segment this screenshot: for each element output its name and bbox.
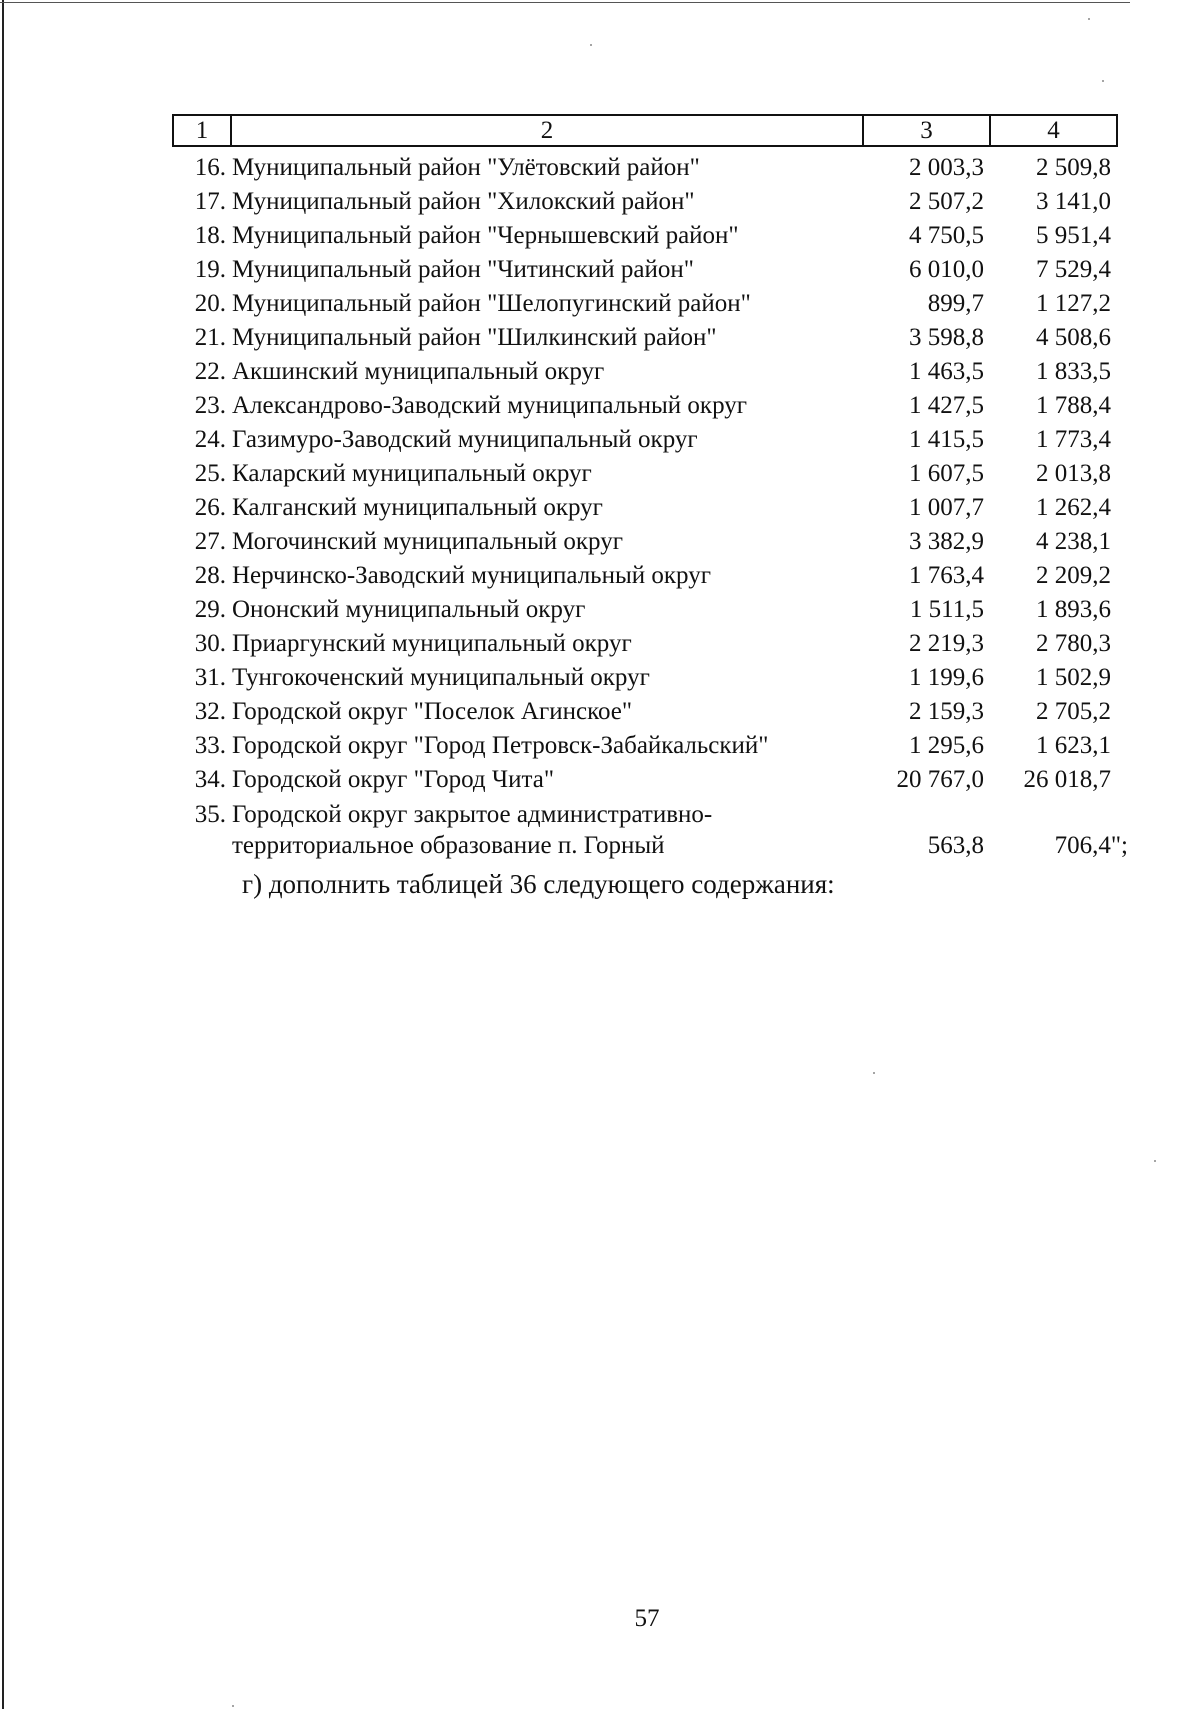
row-value-col4: 5 951,4 xyxy=(1036,222,1111,249)
row-number: 24. xyxy=(194,426,226,453)
row-number: 23. xyxy=(194,392,226,419)
row-value-col4: 1 788,4 xyxy=(1036,392,1111,419)
row-value-col3: 6 010,0 xyxy=(909,256,984,283)
row-value-col3: 1 199,6 xyxy=(909,664,984,691)
table-row xyxy=(0,661,1200,695)
row-value-col3: 3 382,9 xyxy=(909,528,984,555)
table-row xyxy=(0,593,1200,627)
row-number: 16. xyxy=(194,154,226,181)
row-value-col3: 1 463,5 xyxy=(909,358,984,385)
scan-speck xyxy=(590,44,592,46)
row-name-line2: территориальное образование п. Горный xyxy=(232,832,665,859)
row-name: Муниципальный район "Шилкинский район" xyxy=(232,324,717,351)
column-header-4: 4 xyxy=(990,115,1117,146)
table-row xyxy=(0,423,1200,457)
row-number: 21. xyxy=(194,324,226,351)
row-name: Александрово-Заводский муниципальный округ xyxy=(232,392,747,419)
row-value-col3: 2 219,3 xyxy=(909,630,984,657)
table-row xyxy=(0,355,1200,389)
row-number: 30. xyxy=(194,630,226,657)
row-name: Муниципальный район "Улётовский район" xyxy=(232,154,700,181)
row-value-col4: 1 262,4 xyxy=(1036,494,1111,521)
row-number: 28. xyxy=(194,562,226,589)
table-row xyxy=(0,559,1200,593)
row-value-col4: 1 773,4 xyxy=(1036,426,1111,453)
page-number: 57 xyxy=(634,1605,660,1632)
row-value-col3: 899,7 xyxy=(927,290,984,317)
row-name: Городской округ "Город Чита" xyxy=(232,766,555,793)
row-number: 20. xyxy=(194,290,226,317)
row-number: 26. xyxy=(194,494,226,521)
row-value-col3: 1 295,6 xyxy=(909,732,984,759)
row-name: Газимуро-Заводский муниципальный округ xyxy=(232,426,698,453)
row-value-col4: 3 141,0 xyxy=(1036,188,1111,215)
row-value-col3: 2 003,3 xyxy=(909,154,984,181)
row-number: 35. xyxy=(194,801,226,828)
row-number: 27. xyxy=(194,528,226,555)
table-row xyxy=(0,457,1200,491)
scan-speck xyxy=(232,1705,234,1707)
row-number: 19. xyxy=(194,256,226,283)
table-row xyxy=(0,491,1200,525)
table-row xyxy=(0,525,1200,559)
row-name: Нерчинско-Заводский муниципальный округ xyxy=(232,562,711,589)
column-header-3: 3 xyxy=(863,115,990,146)
row-value-col4: 1 833,5 xyxy=(1036,358,1111,385)
row-value-col4: 2 509,8 xyxy=(1036,154,1111,181)
row-value-col3: 3 598,8 xyxy=(909,324,984,351)
column-header-row xyxy=(173,115,1117,146)
table-row xyxy=(0,151,1200,185)
row-value-col4: 4 508,6 xyxy=(1036,324,1111,351)
table-row-35 xyxy=(0,798,1200,832)
table-row xyxy=(0,219,1200,253)
table-row xyxy=(0,253,1200,287)
row-value-col4: 7 529,4 xyxy=(1036,256,1111,283)
row-value-col4: 4 238,1 xyxy=(1036,528,1111,555)
row-number: 18. xyxy=(194,222,226,249)
column-header-1: 1 xyxy=(173,115,231,146)
row-number: 32. xyxy=(194,698,226,725)
table-row-35-continuation xyxy=(0,829,1200,863)
row-number: 29. xyxy=(194,596,226,623)
row-name: Калганский муниципальный округ xyxy=(232,494,603,521)
scan-speck xyxy=(1102,80,1104,82)
column-header-table xyxy=(172,114,1118,147)
row-value-col3: 1 415,5 xyxy=(909,426,984,453)
scan-edge-top xyxy=(0,2,1130,3)
row-number: 33. xyxy=(194,732,226,759)
row-number: 25. xyxy=(194,460,226,487)
row-number: 31. xyxy=(194,664,226,691)
column-header-2: 2 xyxy=(231,115,863,146)
row-name-line1: Городской округ закрытое административно- xyxy=(232,801,713,828)
row-value-col4: 2 209,2 xyxy=(1036,562,1111,589)
row-value-col4: 2 780,3 xyxy=(1036,630,1111,657)
row-value-col4: 706,4"; xyxy=(1054,832,1128,859)
row-value-col3: 4 750,5 xyxy=(909,222,984,249)
row-number: 17. xyxy=(194,188,226,215)
row-name: Муниципальный район "Шелопугинский район" xyxy=(232,290,751,317)
row-name: Муниципальный район "Читинский район" xyxy=(232,256,694,283)
row-value-col3: 1 007,7 xyxy=(909,494,984,521)
row-name: Акшинский муниципальный округ xyxy=(232,358,605,385)
row-name: Муниципальный район "Хилокский район" xyxy=(232,188,695,215)
scan-speck xyxy=(873,1072,875,1074)
scan-speck xyxy=(1088,18,1090,20)
row-value-col3: 1 607,5 xyxy=(909,460,984,487)
row-value-col4: 26 018,7 xyxy=(1023,766,1111,793)
row-value-col4: 2 013,8 xyxy=(1036,460,1111,487)
row-name: Муниципальный район "Чернышевский район" xyxy=(232,222,739,249)
row-name: Городской округ "Поселок Агинское" xyxy=(232,698,633,725)
table-row xyxy=(0,321,1200,355)
row-value-col4: 1 127,2 xyxy=(1036,290,1111,317)
table-row xyxy=(0,695,1200,729)
table-row xyxy=(0,729,1200,763)
row-number: 22. xyxy=(194,358,226,385)
row-name: Каларский муниципальный округ xyxy=(232,460,592,487)
row-value-col3: 1 511,5 xyxy=(909,596,984,623)
table-row xyxy=(0,627,1200,661)
row-number: 34. xyxy=(194,766,226,793)
table-row xyxy=(0,185,1200,219)
row-value-col3: 2 159,3 xyxy=(909,698,984,725)
table-row xyxy=(0,287,1200,321)
instruction-text: г) дополнить таблицей 36 следующего содержания: xyxy=(242,869,835,899)
row-value-col3: 1 763,4 xyxy=(909,562,984,589)
row-value-col3: 1 427,5 xyxy=(909,392,984,419)
row-value-col3: 563,8 xyxy=(927,832,984,859)
row-name: Ононский муниципальный округ xyxy=(232,596,586,623)
row-name: Приаргунский муниципальный округ xyxy=(232,630,632,657)
row-name: Могочинский муниципальный округ xyxy=(232,528,623,555)
row-value-col3: 2 507,2 xyxy=(909,188,984,215)
scan-speck xyxy=(1154,1160,1156,1162)
row-value-col4: 1 893,6 xyxy=(1036,596,1111,623)
row-value-col4: 2 705,2 xyxy=(1036,698,1111,725)
row-name: Городской округ "Город Петровск-Забайкальский" xyxy=(232,732,769,759)
row-value-col3: 20 767,0 xyxy=(896,766,984,793)
table-row xyxy=(0,763,1200,797)
row-value-col4: 1 502,9 xyxy=(1036,664,1111,691)
row-name: Тунгокоченский муниципальный округ xyxy=(232,664,650,691)
table-row xyxy=(0,389,1200,423)
row-value-col4: 1 623,1 xyxy=(1036,732,1111,759)
